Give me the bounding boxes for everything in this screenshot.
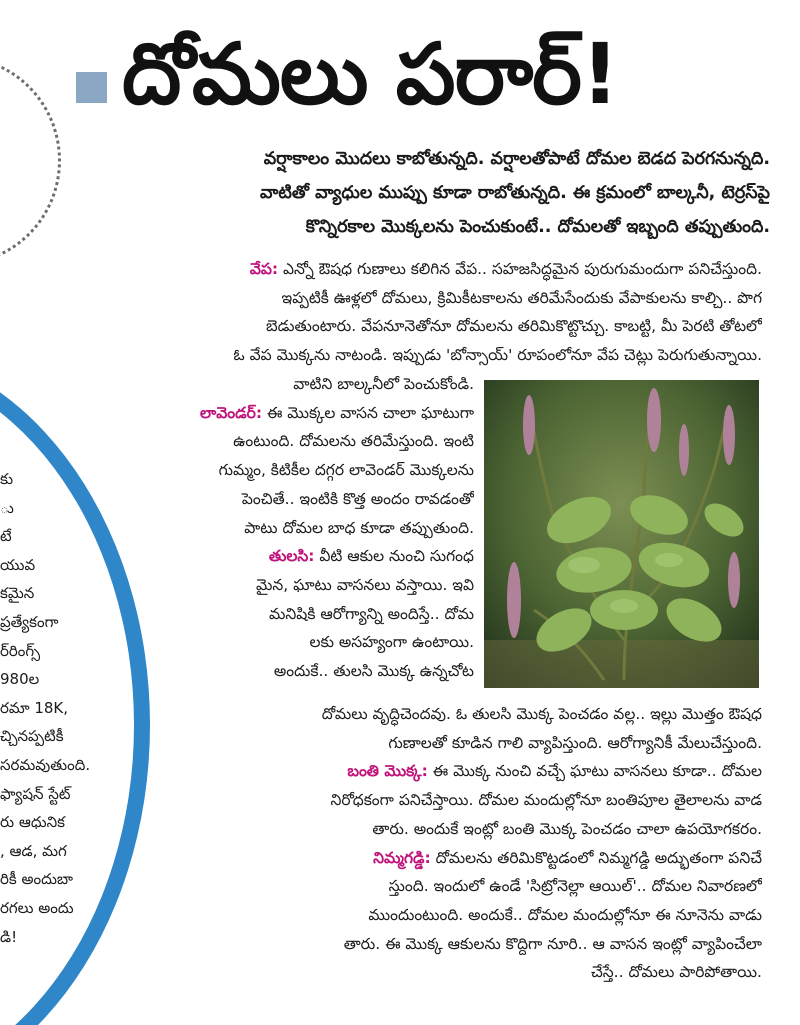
headline-bullet-square (76, 72, 107, 103)
vepa-line: ఓ వేప మొక్కను నాటండి. ఇప్పుడు 'బోన్సాయ్' రూపంలోనూ వేప చెట్లు పెరుగుతున్నాయి. (233, 346, 762, 365)
vepa-keyword: వేప: (249, 260, 279, 278)
lavender-line (112, 399, 474, 428)
fragment-line: చ్చినప్పటికీ (0, 727, 64, 746)
lavender-line: ఉంటుంది. దోమలను తరిమేస్తుంది. ఇంటి (233, 432, 474, 451)
intro-line: వాటితో వ్యాధుల ముప్పు కూడా రాబోతున్నది. ఈ క్రమంలో బాల్కనీ, టెర్రస్‌పై (260, 183, 770, 203)
adjacent-article-text (0, 465, 126, 951)
tulasi-line: మనిషికి ఆరోగ్యాన్ని అందిస్తే.. దోమ (269, 604, 474, 623)
tulasi-line: గుణాలతో కూడిన గాలి వ్యాపిస్తుంది. ఆరోగ్యానికీ మేలుచేస్తుంది. (388, 733, 762, 752)
dotted-arc-decoration (0, 55, 61, 266)
tulasi-line: దోమలు వృద్ధిచెందవు. ఓ తులసి మొక్క పెంచడం వల్ల.. ఇల్లు మొత్తం ఔషధ (321, 705, 762, 723)
vepa-line: బెడుతుంటారు. వేపనూనెతోనూ దోమలను తరిమికొట్టొచ్చు. కాబట్టి, మీ పెరటి తోటలో (266, 317, 762, 336)
banthi-line-text: ఈ మొక్క నుంచి వచ్చే ఘాటు వాసనలు కూడా.. దోమల (427, 762, 762, 781)
lavender-line: పాటు దోమల బాధ కూడా తప్పుతుంది. (244, 518, 474, 537)
section-wrapped-column (112, 370, 474, 686)
section-vepa (112, 255, 762, 370)
vepa-line-text: ఎన్నో ఔషధ గుణాలు కలిగిన వేప.. సహజసిద్ధమైన పురుగుమందుగా పనిచేస్తుంది. (278, 260, 762, 278)
intro-line: వర్షాకాలం మొదలు కాబోతున్నది. వర్షాలతోపాటే దోమల బెడద పెరగనున్నది. (263, 149, 770, 169)
tulasi-plant-icon (484, 380, 759, 688)
fragment-line: యువ (0, 555, 36, 574)
fragment-line: సరమవుతుంది. (0, 755, 91, 774)
fragment-line: కు (0, 470, 14, 488)
article-headline: దోమలు పరార్! (122, 25, 619, 123)
article-intro (120, 142, 770, 244)
fragment-line: ప్రత్యేకంగా (0, 612, 59, 631)
fragment-line: రగలు అందు (0, 898, 74, 917)
vepa-line: వాటిని బాల్కనీలో పెంచుకోండి. (293, 375, 474, 393)
nimmagaddi-line-text: దోమలను తరిమికొట్టడంలో నిమ్మగడ్డి అద్భుతంగా పనిచే (430, 848, 762, 867)
nimmagaddi-keyword: నిమ్మగడ్డి: (373, 848, 431, 867)
section-bottom (130, 700, 762, 987)
tulasi-line (112, 542, 474, 571)
fragment-line: ఫ్యాషన్ స్టేట్ (0, 784, 71, 803)
nimmagaddi-line: స్తుంది. ఇందులో ఉండే 'సిట్రోనెల్లా ఆయిల్'.. దోమల నివారణలో (388, 877, 762, 896)
fragment-line: ర్‌రింగ్స్ (0, 641, 41, 660)
nimmagaddi-line: ముందుంటుంది. అందుకే.. దోమల మందుల్లోనూ ఈ నూనెను వాడు (368, 905, 762, 924)
tulasi-line: అందుకే.. తులసి మొక్క ఉన్నచోట (273, 662, 474, 681)
fragment-line: ు (0, 498, 14, 517)
fragment-line: రు ఆధునిక (0, 813, 65, 832)
tulasi-line-text: వీటి ఆకుల నుంచి సుగంధ (314, 547, 474, 566)
vepa-line: ఇప్పటికీ ఊళ్లలో దోమలు, క్రిమికీటకాలను తరిమేసేందుకు వేపాకులను కాల్చి.. పొగ (281, 288, 762, 307)
fragment-line: రికీ అందుబా (0, 870, 73, 889)
lavender-line: గుమ్మం, కిటికీల దగ్గర లావెండర్ మొక్కలను (218, 461, 474, 480)
banthi-line: నిరోధకంగా పనిచేస్తాయి. దోమల మందుల్లోనూ బంతిపూల తైలాలను వాడ (330, 791, 762, 810)
lavender-line-text: ఈ మొక్కల వాసన చాలా ఘాటుగా (262, 403, 474, 422)
tulasi-line: లకు అసహ్యంగా ఉంటాయి. (309, 633, 474, 652)
nimmagaddi-line (130, 844, 762, 873)
tulasi-keyword: తులసి: (268, 547, 315, 566)
tulasi-line: మైన, ఘాటు వాసనలు వస్తాయి. ఇవి (255, 575, 474, 594)
banthi-keyword: బంతి మొక్క: (347, 762, 428, 781)
intro-line: కొన్నిరకాల మొక్కలను పెంచుకుంటే.. దోమలతో ఇబ్బంది తప్పుతుంది. (305, 217, 770, 237)
fragment-line: కమైన (0, 584, 35, 603)
banthi-line: తారు. అందుకే ఇంట్లో బంతి మొక్క పెంచడం చాలా ఉపయోగకరం. (372, 819, 762, 838)
fragment-line: రమా 18K, (0, 698, 69, 717)
tulasi-plant-photo (484, 380, 759, 688)
nimmagaddi-line: చేస్తే.. దోమలు పారిపోతాయి. (591, 963, 762, 982)
fragment-line: టే (0, 527, 12, 546)
banthi-line (130, 757, 762, 786)
lavender-keyword: లావెండర్: (200, 403, 263, 422)
lavender-line: పెంచితే.. ఇంటికి కొత్త అందం రావడంతో (241, 489, 474, 508)
fragment-line: 980ల (0, 670, 40, 689)
fragment-line: , ఆడ, మగ (0, 841, 67, 860)
fragment-line: డి! (0, 927, 18, 946)
vepa-line (112, 255, 762, 284)
nimmagaddi-line: తారు. ఈ మొక్క ఆకులను కొద్దిగా నూరి.. ఆ వాసన ఇంట్లో వ్యాపించేలా (343, 934, 762, 953)
